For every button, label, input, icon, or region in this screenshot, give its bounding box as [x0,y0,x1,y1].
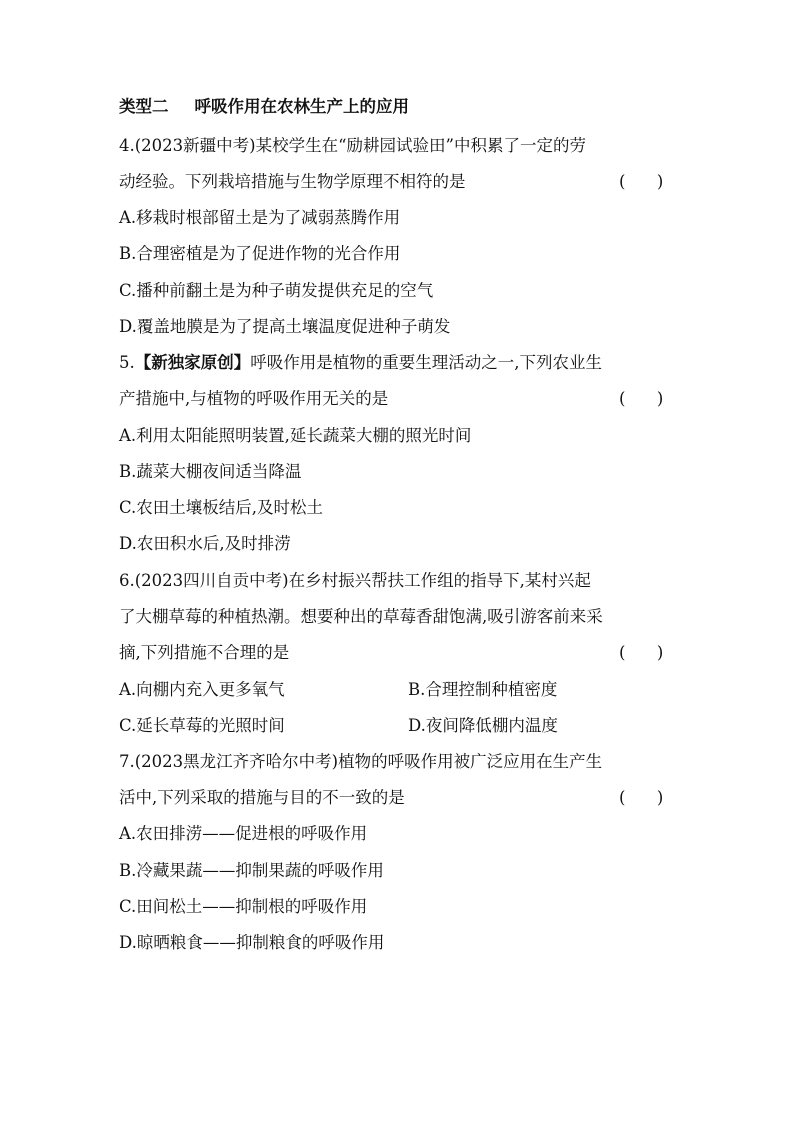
question-6-option-a: A.向棚内充入更多氧气 [119,680,285,699]
question-7-stem-2: 活中,下列采取的措施与目的不一致的是 [119,788,405,807]
question-5-stem-2: 产措施中,与植物的呼吸作用无关的是 [119,389,389,408]
question-5-tag: 【新独家原创】 [134,353,251,372]
question-6-line-3 [119,643,679,663]
question-5-option-a: A.利用太阳能照明装置,延长蔬菜大棚的照光时间 [119,426,472,445]
question-6-stem-3: 摘,下列措施不合理的是 [119,643,290,662]
question-4-option-d: D.覆盖地膜是为了提高土壤温度促进种子萌发 [119,317,451,336]
question-6-stem-1: (2023四川自贡中考)在乡村振兴帮扶工作组的指导下,某村兴起 [134,571,591,590]
question-6-answer-blank: ( ) [619,643,664,662]
question-7-line-2 [119,788,679,808]
question-6-line-1 [119,571,679,591]
question-7-number: 7. [119,752,135,771]
question-6-option-d: D.夜间降低棚内温度 [408,716,558,735]
question-7-option-b: B.冷藏果蔬——抑制果蔬的呼吸作用 [119,861,384,880]
question-4-line-1 [119,136,679,156]
question-4-number: 4. [119,136,135,155]
question-5-answer-blank: ( ) [619,389,664,408]
question-7-line-1 [119,752,679,772]
question-7-option-d: D.晾晒粮食——抑制粮食的呼吸作用 [119,933,385,952]
question-5-line-2 [119,389,679,409]
question-6-stem-2: 了大棚草莓的种植热潮。想要种出的草莓香甜饱满,吸引游客前来采 [119,607,603,626]
question-6-option-b: B.合理控制种植密度 [408,680,558,699]
question-6-option-c: C.延长草莓的光照时间 [119,716,285,735]
question-5-line-1 [119,353,679,373]
section-title: 呼吸作用在农林生产上的应用 [194,97,409,116]
question-7-answer-blank: ( ) [619,788,664,807]
question-7-option-c: C.田间松土——抑制根的呼吸作用 [119,897,368,916]
question-5-option-d: D.农田积水后,及时排涝 [119,534,291,553]
question-4-stem-1: (2023新疆中考)某校学生在“励耕园试验田”中积累了一定的劳 [134,136,586,155]
question-4-answer-blank: ( ) [619,172,664,191]
question-4-option-b: B.合理密植是为了促进作物的光合作用 [119,244,401,263]
question-5-option-b: B.蔬菜大棚夜间适当降温 [119,462,302,481]
question-4-option-c: C.播种前翻土是为种子萌发提供充足的空气 [119,281,434,300]
question-7-stem-1: (2023黑龙江齐齐哈尔中考)植物的呼吸作用被广泛应用在生产生 [134,752,603,771]
question-4-stem-2: 动经验。下列栽培措施与生物学原理不相符的是 [119,172,466,191]
question-7-option-a: A.农田排涝——促进根的呼吸作用 [119,824,368,843]
question-6-number: 6. [119,571,135,590]
question-5-stem-1: 呼吸作用是植物的重要生理活动之一,下列农业生 [250,353,602,372]
question-5-number: 5. [119,353,135,372]
question-6-line-2 [119,607,679,627]
question-4-option-a: A.移栽时根部留土是为了减弱蒸腾作用 [119,208,401,227]
question-5-option-c: C.农田土壤板结后,及时松土 [119,498,324,517]
section-heading [119,97,679,117]
question-4-line-2 [119,172,679,192]
section-type-label: 类型二 [119,97,169,116]
